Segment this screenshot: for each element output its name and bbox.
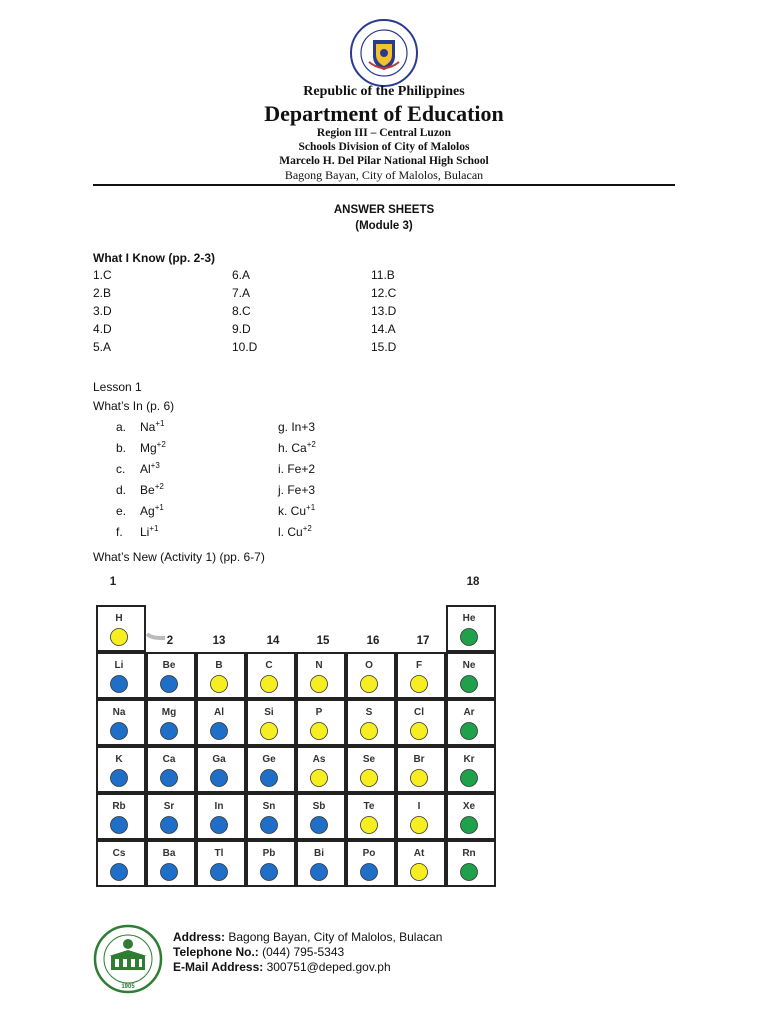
header-divider: [93, 184, 675, 186]
element-symbol: N: [315, 660, 323, 671]
answer-item: 2.B: [93, 286, 112, 300]
ion-letter: e.: [116, 504, 127, 518]
school-logo: [93, 924, 163, 994]
element-cell-xe: [447, 794, 495, 839]
what-i-know-heading: What I Know (pp. 2-3): [93, 251, 215, 265]
bridge-line: [147, 634, 165, 638]
ion-letter: d.: [116, 483, 127, 497]
ion-letter: a.: [116, 420, 127, 434]
element-dot-blue: [161, 723, 178, 740]
answer-item: 10.D: [232, 340, 258, 354]
element-dot-blue: [161, 817, 178, 834]
ion-item: [116, 499, 166, 520]
ion-item: [278, 415, 316, 436]
element-dot-yellow: [261, 723, 278, 740]
element-dot-blue: [261, 817, 278, 834]
element-dot-blue: [211, 770, 228, 787]
element-cell-mg: [147, 700, 195, 745]
answer-item: 7.A: [232, 286, 251, 300]
ion-item: [116, 520, 166, 541]
element-dot-blue: [111, 864, 128, 881]
element-symbol: At: [413, 848, 425, 859]
element-cell-ar: [447, 700, 495, 745]
answer-item: 11.B: [371, 268, 395, 282]
element-cell-rb: [97, 794, 145, 839]
footer-phone: [173, 945, 442, 960]
element-cell-li: [97, 653, 145, 698]
ion-item: [278, 457, 316, 478]
group-label-17: 17: [416, 635, 430, 647]
element-cell-rn: [447, 841, 495, 886]
element-dot-yellow: [361, 770, 378, 787]
element-dot-blue: [161, 864, 178, 881]
element-symbol: Cl: [414, 707, 424, 718]
element-dot-yellow: [361, 676, 378, 693]
ion-letter: c.: [116, 462, 126, 476]
element-cell-sr: [147, 794, 195, 839]
header-division: Schools Division of City of Malolos: [298, 141, 470, 153]
ion-item: [278, 478, 316, 499]
element-cell-he: [447, 606, 495, 651]
ion-symbol: Ag: [140, 504, 155, 518]
ion-text: h. Ca: [278, 441, 307, 455]
element-dot-yellow: [411, 676, 428, 693]
answer-item: 6.A: [232, 268, 251, 282]
email-value: 300751@deped.gov.ph: [263, 960, 391, 974]
ion-text: i. Fe+2: [278, 462, 316, 476]
element-symbol: Be: [162, 660, 176, 671]
element-symbol: Ge: [262, 754, 276, 765]
element-cell-sb: [297, 794, 345, 839]
element-cell-b: [197, 653, 245, 698]
element-symbol: As: [312, 754, 326, 765]
element-dot-green: [461, 723, 478, 740]
element-symbol: H: [115, 613, 123, 624]
element-dot-yellow: [361, 817, 378, 834]
element-cell-in: [197, 794, 245, 839]
ion-text: j. Fe+3: [278, 483, 316, 497]
periodic-table-cells: [97, 606, 495, 886]
element-dot-blue: [361, 864, 378, 881]
element-dot-green: [461, 864, 478, 881]
element-symbol: Tl: [214, 848, 224, 859]
whats-in-heading: What’s In (p. 6): [93, 399, 175, 413]
element-symbol: Po: [362, 848, 376, 859]
element-cell-si: [247, 700, 295, 745]
element-cell-c: [247, 653, 295, 698]
element-dot-blue: [311, 817, 328, 834]
element-symbol: Rb: [112, 801, 126, 812]
ion-item: [116, 478, 166, 499]
answer-item: 5.A: [93, 340, 112, 354]
element-cell-sn: [247, 794, 295, 839]
group-label-16: 16: [366, 635, 380, 647]
ion-symbol: Li: [140, 525, 150, 539]
header-region: Region III – Central Luzon: [316, 127, 452, 139]
element-cell-al: [197, 700, 245, 745]
element-cell-ga: [197, 747, 245, 792]
element-symbol: Ca: [162, 754, 176, 765]
whats-new-heading: What’s New (Activity 1) (pp. 6-7): [93, 550, 265, 564]
element-cell-se: [347, 747, 395, 792]
ion-letter: f.: [116, 525, 123, 539]
element-cell-s: [347, 700, 395, 745]
element-symbol: Br: [413, 754, 425, 765]
element-dot-yellow: [411, 723, 428, 740]
element-symbol: Mg: [161, 707, 177, 718]
element-symbol: Te: [363, 801, 375, 812]
element-dot-yellow: [411, 770, 428, 787]
ion-text: g. In+3: [278, 420, 316, 434]
lesson-title: Lesson 1: [93, 380, 142, 394]
deped-seal-logo: [349, 18, 419, 88]
answer-item: 9.D: [232, 322, 251, 336]
element-dot-blue: [161, 770, 178, 787]
phone-label: Telephone No.:: [173, 945, 259, 959]
ion-symbol: Be: [140, 483, 155, 497]
phone-value: (044) 795-5343: [258, 945, 345, 959]
ion-letter: b.: [116, 441, 127, 455]
ion-charge: +2: [156, 440, 166, 449]
element-symbol: Ga: [212, 754, 226, 765]
element-symbol: Cs: [112, 848, 126, 859]
element-dot-green: [461, 817, 478, 834]
element-cell-cs: [97, 841, 145, 886]
element-symbol: Sb: [312, 801, 326, 812]
group-label-15: 15: [316, 635, 330, 647]
element-symbol: In: [214, 801, 224, 812]
element-symbol: Ar: [463, 707, 475, 718]
ion-item: [116, 436, 166, 457]
header-school: Marcelo H. Del Pilar National High School: [279, 155, 489, 167]
answer-item: 13.D: [371, 304, 397, 318]
element-dot-yellow: [311, 723, 328, 740]
element-symbol: Rn: [462, 848, 476, 859]
element-symbol: Si: [264, 707, 274, 718]
element-dot-green: [461, 629, 478, 646]
ion-item: [278, 436, 316, 457]
address-label: Address:: [173, 930, 226, 944]
ion-charge: +3: [150, 461, 160, 470]
element-symbol: Li: [114, 660, 124, 671]
element-symbol: F: [415, 660, 423, 671]
header-department: Department of Education: [264, 101, 504, 126]
element-dot-blue: [261, 864, 278, 881]
element-dot-yellow: [311, 770, 328, 787]
group-label-14: 14: [266, 635, 280, 647]
answer-item: 4.D: [93, 322, 112, 336]
ion-symbol: Mg: [140, 441, 157, 455]
element-cell-at: [397, 841, 445, 886]
element-dot-yellow: [311, 676, 328, 693]
answer-item: 15.D: [371, 340, 397, 354]
element-dot-blue: [211, 864, 228, 881]
element-dot-green: [461, 770, 478, 787]
element-symbol: Na: [112, 707, 126, 718]
element-symbol: S: [365, 707, 373, 718]
logo-year: 1905: [121, 984, 135, 990]
ion-charge: +1: [154, 503, 164, 512]
element-symbol: C: [265, 660, 273, 671]
footer-address: [173, 930, 442, 945]
element-cell-i: [397, 794, 445, 839]
element-dot-blue: [211, 723, 228, 740]
ion-text: k. Cu: [278, 504, 307, 518]
element-symbol: K: [115, 754, 123, 765]
answer-column-2: [232, 266, 257, 356]
element-dot-blue: [261, 770, 278, 787]
element-symbol: Sn: [262, 801, 276, 812]
element-dot-blue: [311, 864, 328, 881]
element-cell-cl: [397, 700, 445, 745]
element-cell-ge: [247, 747, 295, 792]
element-symbol: Ba: [162, 848, 176, 859]
element-cell-tl: [197, 841, 245, 886]
answer-item: 1.C: [93, 268, 112, 282]
element-cell-f: [397, 653, 445, 698]
element-symbol: Bi: [314, 848, 324, 859]
answer-item: 3.D: [93, 304, 112, 318]
answer-sheets-title: ANSWER SHEETS: [333, 204, 435, 216]
element-cell-kr: [447, 747, 495, 792]
ion-charge: +1: [155, 419, 165, 428]
element-dot-yellow: [111, 629, 128, 646]
element-cell-na: [97, 700, 145, 745]
element-dot-blue: [111, 817, 128, 834]
element-cell-po: [347, 841, 395, 886]
element-cell-pb: [247, 841, 295, 886]
element-symbol: Ne: [462, 660, 476, 671]
element-symbol: Al: [214, 707, 224, 718]
ion-list-right: [278, 415, 316, 541]
group-label-1: 1: [109, 576, 117, 588]
group-label-2: 2: [166, 635, 174, 647]
element-cell-ca: [147, 747, 195, 792]
element-symbol: He: [462, 613, 476, 624]
element-dot-blue: [161, 676, 178, 693]
element-symbol: O: [365, 660, 373, 671]
element-cell-te: [347, 794, 395, 839]
element-cell-n: [297, 653, 345, 698]
element-cell-p: [297, 700, 345, 745]
element-cell-ba: [147, 841, 195, 886]
answer-column-1: [93, 266, 112, 356]
element-symbol: Se: [362, 754, 376, 765]
element-symbol: Pb: [262, 848, 276, 859]
periodic-table: [93, 572, 513, 898]
ion-charge: +2: [306, 440, 316, 449]
element-dot-yellow: [361, 723, 378, 740]
ion-list-left: [116, 415, 166, 541]
element-cell-h: [97, 606, 145, 651]
module-subtitle: (Module 3): [355, 220, 413, 232]
element-dot-blue: [111, 676, 128, 693]
element-cell-bi: [297, 841, 345, 886]
ion-charge: +1: [149, 524, 159, 533]
answer-column-3: [371, 266, 396, 356]
ion-charge: +2: [302, 524, 312, 533]
ion-item: [278, 499, 316, 520]
footer-contact: [173, 930, 442, 975]
element-dot-blue: [211, 817, 228, 834]
element-symbol: Xe: [462, 801, 476, 812]
email-label: E-Mail Address:: [173, 960, 264, 974]
element-cell-k: [97, 747, 145, 792]
element-symbol: B: [215, 660, 223, 671]
ion-item: [116, 457, 166, 478]
group-label-13: 13: [212, 635, 226, 647]
element-dot-blue: [111, 770, 128, 787]
element-dot-green: [461, 676, 478, 693]
header-address: Bagong Bayan, City of Malolos, Bulacan: [284, 168, 484, 182]
element-cell-ne: [447, 653, 495, 698]
ion-symbol: Al: [140, 462, 151, 476]
element-dot-yellow: [261, 676, 278, 693]
element-symbol: Sr: [163, 801, 175, 812]
ion-charge: +1: [306, 503, 316, 512]
element-cell-br: [397, 747, 445, 792]
element-cell-be: [147, 653, 195, 698]
ion-charge: +2: [154, 482, 164, 491]
answer-item: 14.A: [371, 322, 396, 336]
element-symbol: P: [315, 707, 323, 718]
ion-text: l. Cu: [278, 525, 303, 539]
ion-item: [116, 415, 166, 436]
element-dot-yellow: [411, 817, 428, 834]
element-cell-as: [297, 747, 345, 792]
element-symbol: Kr: [463, 754, 475, 765]
answer-item: 12.C: [371, 286, 397, 300]
element-dot-yellow: [411, 864, 428, 881]
element-dot-blue: [111, 723, 128, 740]
element-dot-yellow: [211, 676, 228, 693]
group-label-18: 18: [466, 576, 480, 588]
element-symbol: I: [417, 801, 421, 812]
element-cell-o: [347, 653, 395, 698]
ion-symbol: Na: [140, 420, 156, 434]
answer-item: 8.C: [232, 304, 251, 318]
ion-item: [278, 520, 316, 541]
header-republic: Republic of the Philippines: [303, 84, 465, 99]
footer-email: [173, 960, 442, 975]
address-value: Bagong Bayan, City of Malolos, Bulacan: [225, 930, 443, 944]
